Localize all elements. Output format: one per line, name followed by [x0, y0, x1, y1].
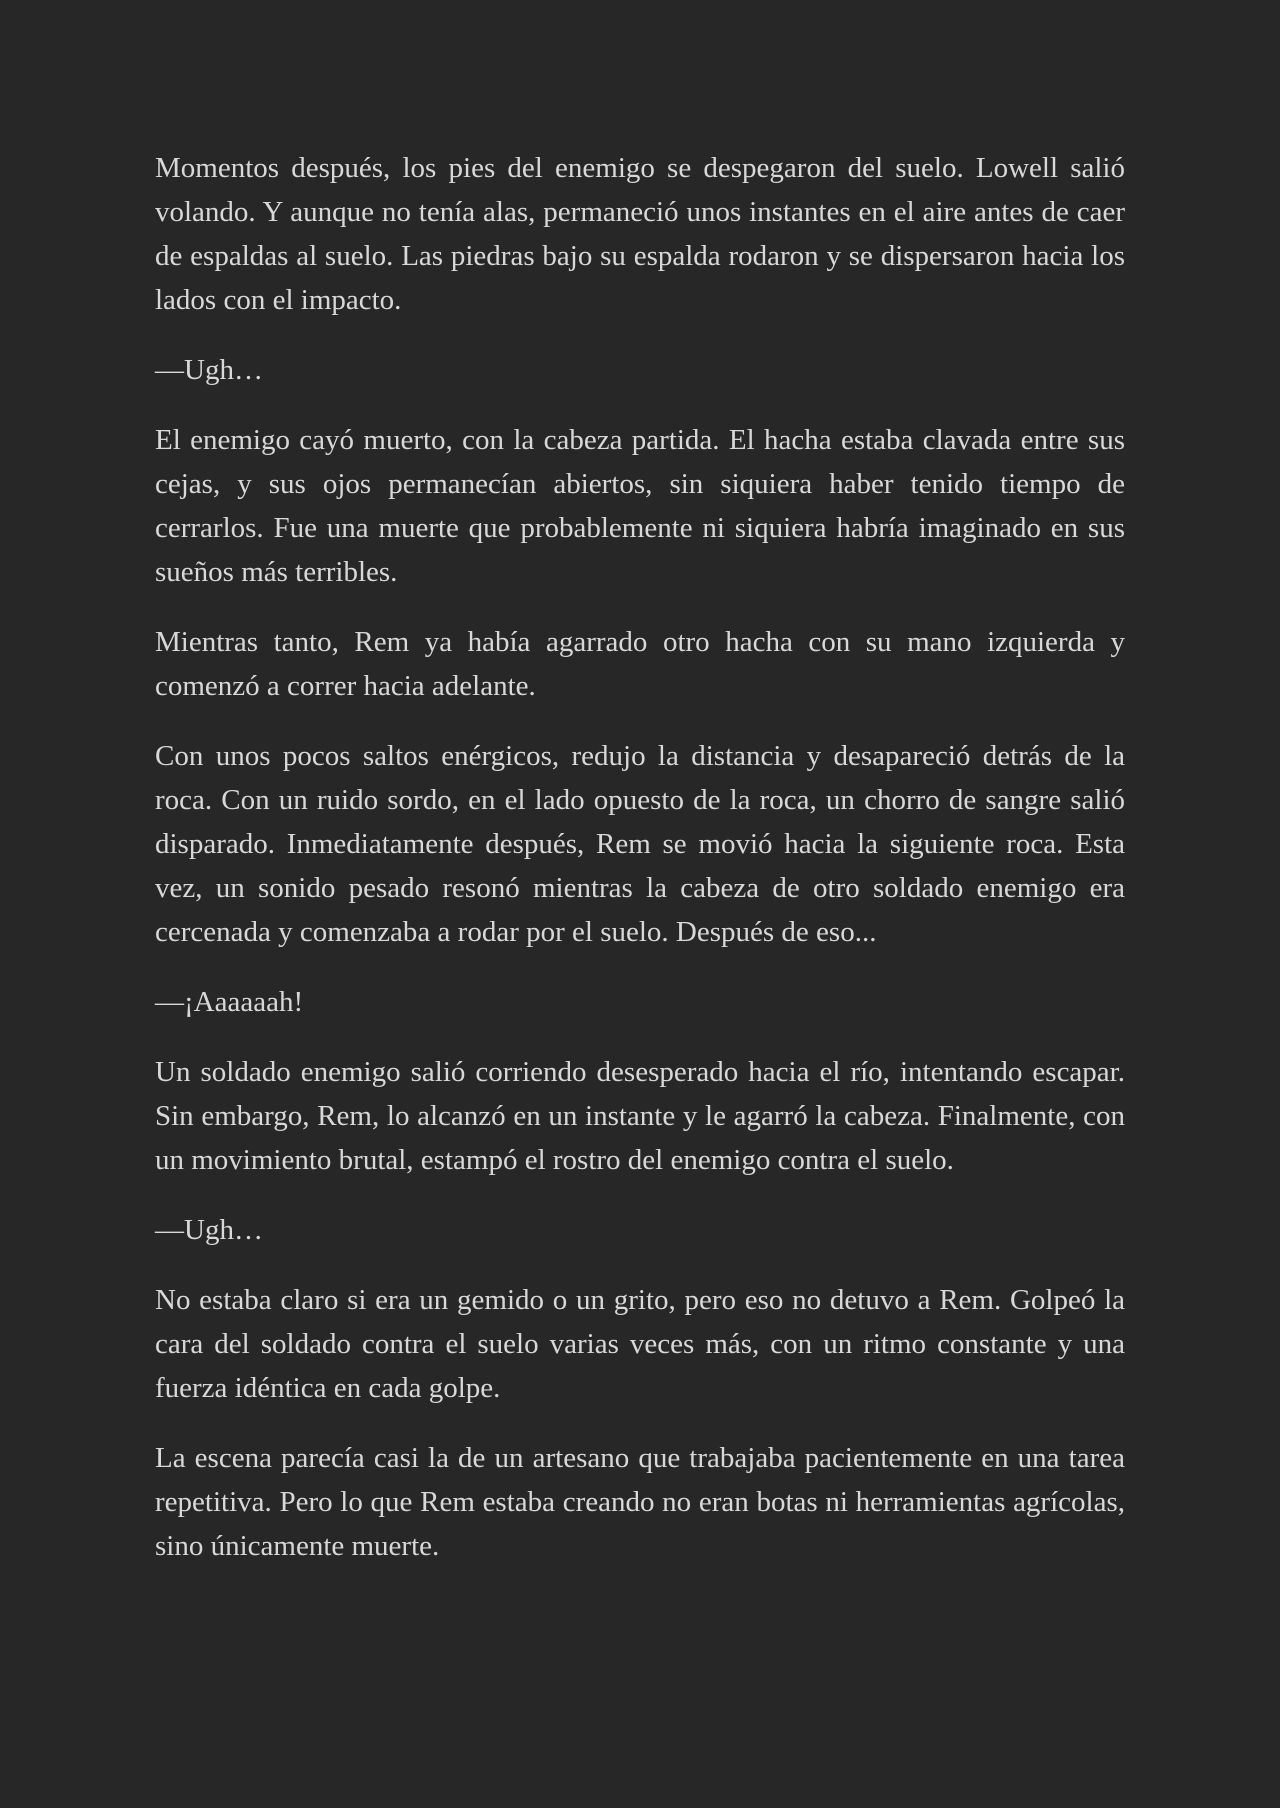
- paragraph-dialogue: —Ugh…: [155, 1214, 263, 1246]
- paragraph-dialogue: —¡Aaaaaah!: [155, 986, 304, 1018]
- paragraph-narration: La escena parecía casi la de un artesano que trabajaba pacientemente en una tarea repetitiva. Pero lo que Rem estaba creando no eran botas ni herramientas agrícolas, sino únicamente muerte.: [155, 1442, 1125, 1562]
- paragraph-narration: Mientras tanto, Rem ya había agarrado otro hacha con su mano izquierda y comenzó a correr hacia adelante.: [155, 626, 1125, 702]
- paragraph-narration: Con unos pocos saltos enérgicos, redujo la distancia y desapareció detrás de la roca. Con un ruido sordo, en el lado opuesto de la roca, un chorro de sangre salió disparado. Inmediatamente después, Rem se movió hacia la siguiente roca. Esta vez, un sonido pesado resonó mientras la cabeza de otro soldado enemigo era cercenada y comenzaba a rodar por el suelo. Después de eso...: [155, 740, 1125, 948]
- paragraph-narration: Un soldado enemigo salió corriendo desesperado hacia el río, intentando escapar. Sin embargo, Rem, lo alcanzó en un instante y le agarró la cabeza. Finalmente, con un movimiento brutal, estampó el rostro del enemigo contra el suelo.: [155, 1056, 1125, 1176]
- paragraph-dialogue: —Ugh…: [155, 354, 263, 386]
- paragraph-narration: No estaba claro si era un gemido o un grito, pero eso no detuvo a Rem. Golpeó la cara del soldado contra el suelo varias veces más, con un ritmo constante y una fuerza idéntica en cada golpe.: [155, 1284, 1125, 1404]
- paragraph-narration: El enemigo cayó muerto, con la cabeza partida. El hacha estaba clavada entre sus cejas, y sus ojos permanecían abiertos, sin siquiera haber tenido tiempo de cerrarlos. Fue una muerte que probablemente ni siquiera habría imaginado en sus sueños más terribles.: [155, 424, 1125, 588]
- paragraph-narration: Momentos después, los pies del enemigo se despegaron del suelo. Lowell salió volando. Y aunque no tenía alas, permaneció unos instantes en el aire antes de caer de espaldas al suelo. Las piedras bajo su espalda rodaron y se dispersaron hacia los lados con el impacto.: [155, 152, 1125, 316]
